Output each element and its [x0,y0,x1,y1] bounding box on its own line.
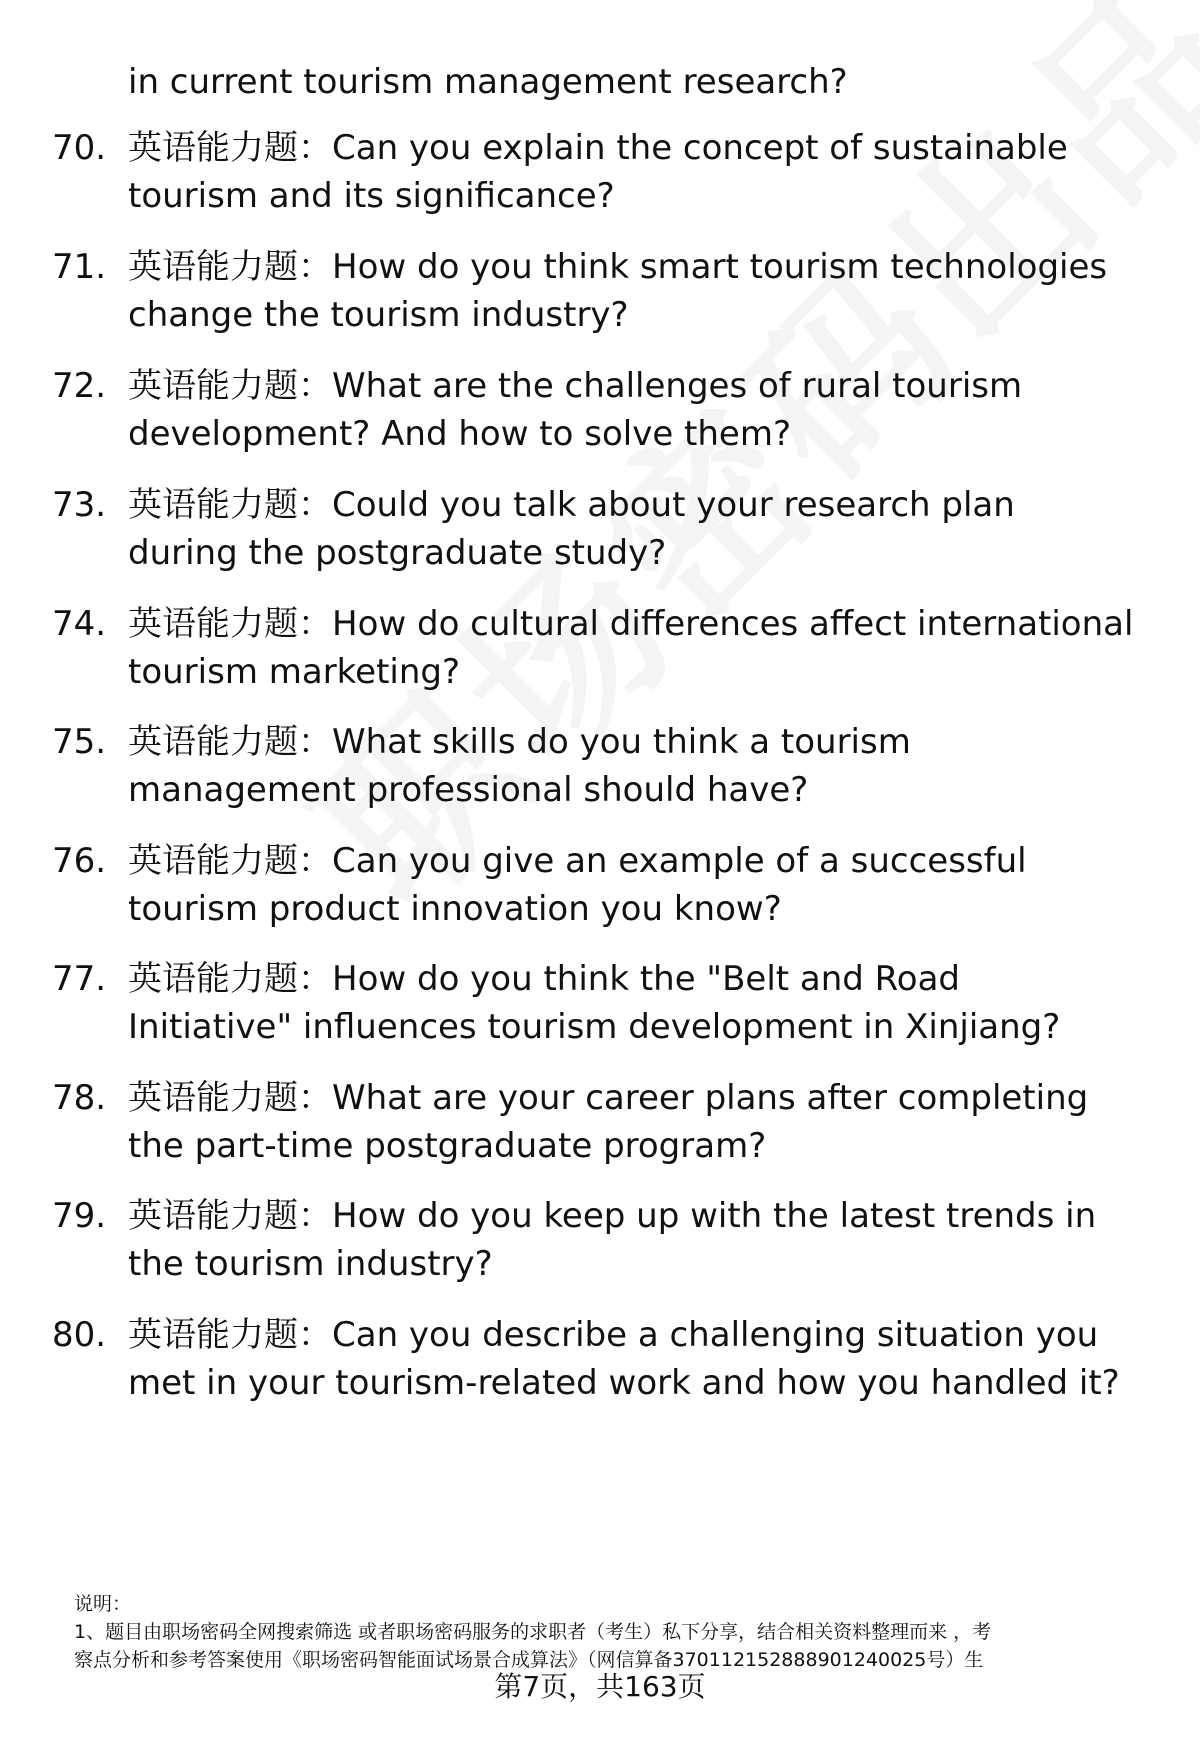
question-number: 77. [52,959,107,999]
question-number: 75. [52,722,107,762]
question-number: 74. [52,604,107,644]
question-number: 78. [52,1078,107,1118]
question-text-line2: management professional should have? [128,770,809,810]
question-text-line1: How do you think the "Belt and Road [332,959,960,999]
question-text-line1: How do you keep up with the latest trends in [332,1196,1097,1236]
question-number: 71. [52,247,107,287]
question-item [0,481,1200,581]
question-text-line2: the tourism industry? [128,1244,493,1284]
question-text-line1: Could you talk about your research plan [332,485,1015,525]
question-item [0,362,1200,462]
question-item [0,1311,1200,1411]
question-item [0,837,1200,937]
question-item [0,124,1200,224]
question-text-line2: change the tourism industry? [128,295,629,335]
question-prefix: 英语能力题： [128,128,332,168]
question-text-line2: during the postgraduate study? [128,533,667,573]
question-text-line1: What are the challenges of rural tourism [332,366,1023,406]
question-text-line1: Can you explain the concept of sustainable [332,128,1068,168]
question-text-line2: tourism and its significance? [128,176,615,216]
page-number-footer: 第7页，共163页 [494,1670,706,1703]
question-number: 80. [52,1315,107,1355]
question-text-line1: What are your career plans after completing [332,1078,1089,1118]
question-prefix: 英语能力题： [128,485,332,525]
question-item [0,1074,1200,1174]
note-heading: 说明： [74,1593,132,1615]
explanatory-note [74,1590,1154,1674]
question-item [0,955,1200,1055]
question-number: 79. [52,1196,107,1236]
question-text-line1: What skills do you think a tourism [332,722,911,762]
question-number: 70. [52,128,107,168]
question-number: 72. [52,366,107,406]
continued-question-text: in current tourism management research? [128,62,848,102]
question-item [0,718,1200,818]
question-prefix: 英语能力题： [128,366,332,406]
question-prefix: 英语能力题： [128,1078,332,1118]
question-text-line2: Initiative" influences tourism development in Xinjiang? [128,1007,1061,1047]
question-prefix: 英语能力题： [128,959,332,999]
note-line: 1、题目由职场密码全网搜索筛选 或者职场密码服务的求职者（考生）私下分享，结合相关资料整理而来 ，考 [74,1621,992,1643]
question-text-line2: met in your tourism-related work and how you handled it? [128,1363,1120,1403]
question-text-line1: Can you give an example of a successful [332,841,1027,881]
question-prefix: 英语能力题： [128,1196,332,1236]
question-prefix: 英语能力题： [128,247,332,287]
question-prefix: 英语能力题： [128,722,332,762]
question-text-line1: How do you think smart tourism technologies [332,247,1108,287]
question-text-line2: development? And how to solve them? [128,414,792,454]
question-prefix: 英语能力题： [128,841,332,881]
question-item [0,600,1200,700]
question-number: 73. [52,485,107,525]
question-text-line1: Can you describe a challenging situation you [332,1315,1099,1355]
question-item [0,243,1200,343]
question-text-line1: How do cultural differences affect international [332,604,1134,644]
question-number: 76. [52,841,107,881]
question-text-line2: tourism marketing? [128,652,461,692]
question-text-line2: tourism product innovation you know? [128,889,782,929]
question-item [0,1192,1200,1292]
question-prefix: 英语能力题： [128,1315,332,1355]
question-prefix: 英语能力题： [128,604,332,644]
question-text-line2: the part-time postgraduate program? [128,1126,767,1166]
note-line: 察点分析和参考答案使用《职场密码智能面试场景合成算法》（网信算备370112152888901240025号）生 [74,1649,984,1671]
